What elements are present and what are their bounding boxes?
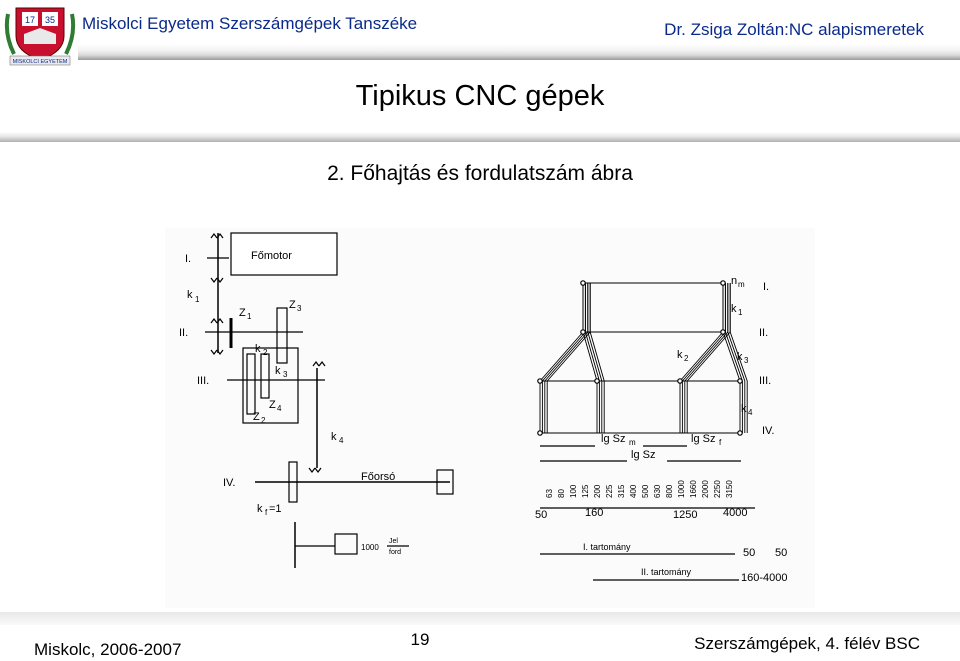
speed-path (687, 283, 730, 433)
speed-label: 400 (629, 484, 638, 498)
slide-subtitle: 2. Főhajtás és fordulatszám ábra (327, 162, 633, 185)
footer-place-date: Miskolc, 2006-2007 (34, 640, 182, 659)
speed-node (738, 379, 742, 383)
speed-node (538, 379, 542, 383)
gear-z4-sub: 4 (277, 404, 282, 413)
speed-label: 3150 (725, 480, 734, 498)
ratio-k4-right-sub: 4 (748, 408, 753, 417)
gear-z3 (277, 308, 287, 363)
logo-year-right: 35 (44, 15, 56, 25)
speed-label: 63 (545, 489, 554, 498)
ratio-k3-left-sub: 3 (283, 370, 288, 379)
speed-node (581, 330, 585, 334)
speed-label: 500 (641, 484, 650, 498)
logo-laurel-left (7, 14, 14, 54)
ratio-k4-left-sub: 4 (339, 436, 344, 445)
scale-mark-50: 50 (535, 509, 548, 521)
encoder-unit-bottom: ford (389, 549, 402, 556)
gear-z4-block (261, 354, 269, 398)
ratio-k1-right-sub: 1 (738, 308, 743, 317)
gear-z2-sub: 2 (261, 416, 266, 425)
shaft-label-II: II. (179, 327, 189, 339)
ratio-k1-right: k (731, 303, 737, 315)
speed-path (540, 283, 583, 433)
drive-diagram-figure (165, 228, 815, 608)
speed-label: 225 (605, 484, 614, 498)
range1-label: I. tartomány (583, 542, 631, 552)
scale-mark-1250: 1250 (673, 509, 698, 521)
lg-szf-label: lg Sz (691, 433, 716, 445)
lg-szm-label: lg Sz (601, 433, 626, 445)
n-label: n (731, 275, 738, 287)
lg-szm-sub: m (629, 438, 636, 447)
gear-z1-label: Z (239, 307, 246, 319)
ratio-k4-right: k (741, 403, 747, 415)
ratio-k1-left-sub: 1 (195, 295, 200, 304)
scale-mark-160: 160 (585, 507, 604, 519)
ratio-kf-left-sub: f (265, 508, 268, 517)
slide-title: Tipikus CNC gépek (355, 80, 605, 112)
header-stripe (78, 44, 960, 60)
university-logo (2, 2, 78, 68)
gear-z4-label: Z (269, 399, 276, 411)
lg-sz-label: lg Sz (631, 449, 656, 461)
speed-node (538, 431, 542, 435)
speed-path (682, 283, 725, 433)
speed-node (581, 281, 585, 285)
ratio-k1-left: k (187, 289, 193, 301)
title-rule (0, 132, 960, 142)
ratio-kf-left: k (257, 503, 263, 515)
ratio-k2-right-sub: 2 (684, 354, 689, 363)
speed-label: 1000 (677, 480, 686, 498)
speed-path (542, 283, 585, 433)
main-motor-label: Főmotor (251, 250, 292, 262)
ratio-k4-left: k (331, 431, 337, 443)
ratio-k3-right: k (737, 351, 743, 363)
encoder-unit-top: Jel (389, 538, 398, 545)
shaft-label-III: III. (197, 375, 210, 387)
encoder-box (335, 534, 357, 554)
shaft-label-IV-right: IV. (762, 425, 775, 437)
speed-label: 80 (557, 489, 566, 498)
scale-mark-4000: 4000 (723, 507, 748, 519)
kinematic-scheme (179, 233, 453, 568)
n-label-sub: m (738, 280, 745, 289)
speed-labels (545, 480, 734, 498)
header-institution: Miskolci Egyetem Szerszámgépek Tanszéke (82, 14, 418, 33)
shaft-label-I: I. (185, 253, 192, 265)
range1-value-a: 50 (743, 547, 756, 559)
speed-label: 2250 (713, 480, 722, 498)
speed-label: 2000 (701, 480, 710, 498)
drive-diagram-svg (165, 228, 815, 608)
speed-node (721, 281, 725, 285)
ratio-k3-right-sub: 3 (744, 356, 749, 365)
speed-node (721, 330, 725, 334)
speed-label: 630 (653, 484, 662, 498)
footer-page-number: 19 (410, 630, 430, 649)
speed-path (547, 283, 590, 433)
ratio-kf-left-value: =1 (269, 503, 282, 515)
shaft-label-II-right: II. (759, 327, 769, 339)
speed-label: 125 (581, 484, 590, 498)
ratio-k2-right: k (677, 349, 683, 361)
bearing-marks-IV (309, 468, 321, 472)
shaft-label-III-right: III. (759, 375, 772, 387)
speed-diagram (535, 275, 788, 584)
range2-value: 160-4000 (741, 572, 788, 584)
speed-label: 315 (617, 484, 626, 498)
speed-node (595, 379, 599, 383)
gearbox-housing (243, 348, 298, 423)
speed-paths (538, 281, 747, 435)
spindle-label: Főorsó (361, 471, 396, 483)
speed-path (545, 283, 588, 433)
gear-z2-block (247, 354, 255, 414)
gear-z3-sub: 3 (297, 304, 302, 313)
logo-laurel-right (66, 14, 73, 54)
shaft-label-I-right: I. (763, 281, 770, 293)
range2-label: II. tartomány (641, 567, 692, 577)
shaft-label-IV: IV. (223, 477, 236, 489)
ratio-k2-left-sub: 2 (263, 348, 268, 357)
gear-z2-label: Z (253, 411, 260, 423)
bearing-marks-III (313, 362, 325, 366)
logo-year-left: 17 (24, 15, 36, 25)
range1-value-b: 50 (775, 547, 788, 559)
logo-ribbon: MISKOLCI EGYETEM (12, 59, 68, 65)
bearing-marks-II (211, 319, 223, 354)
footer-course: Szerszámgépek, 4. félév BSC (694, 634, 920, 653)
ratio-k3-left: k (275, 365, 281, 377)
encoder-value: 1000 (361, 543, 379, 552)
lg-szf-sub: f (719, 438, 722, 447)
gear-z3-label: Z (289, 299, 296, 311)
speed-node (678, 379, 682, 383)
gear-z1-sub: 1 (247, 312, 252, 321)
speed-label: 800 (665, 484, 674, 498)
speed-label: 1660 (689, 480, 698, 498)
speed-path (685, 283, 728, 433)
header-author-course: Dr. Zsiga Zoltán:NC alapismeretek (664, 20, 924, 39)
speed-label: 100 (569, 484, 578, 498)
speed-label: 200 (593, 484, 602, 498)
ratio-k2-left: k (255, 343, 261, 355)
speed-node (738, 431, 742, 435)
